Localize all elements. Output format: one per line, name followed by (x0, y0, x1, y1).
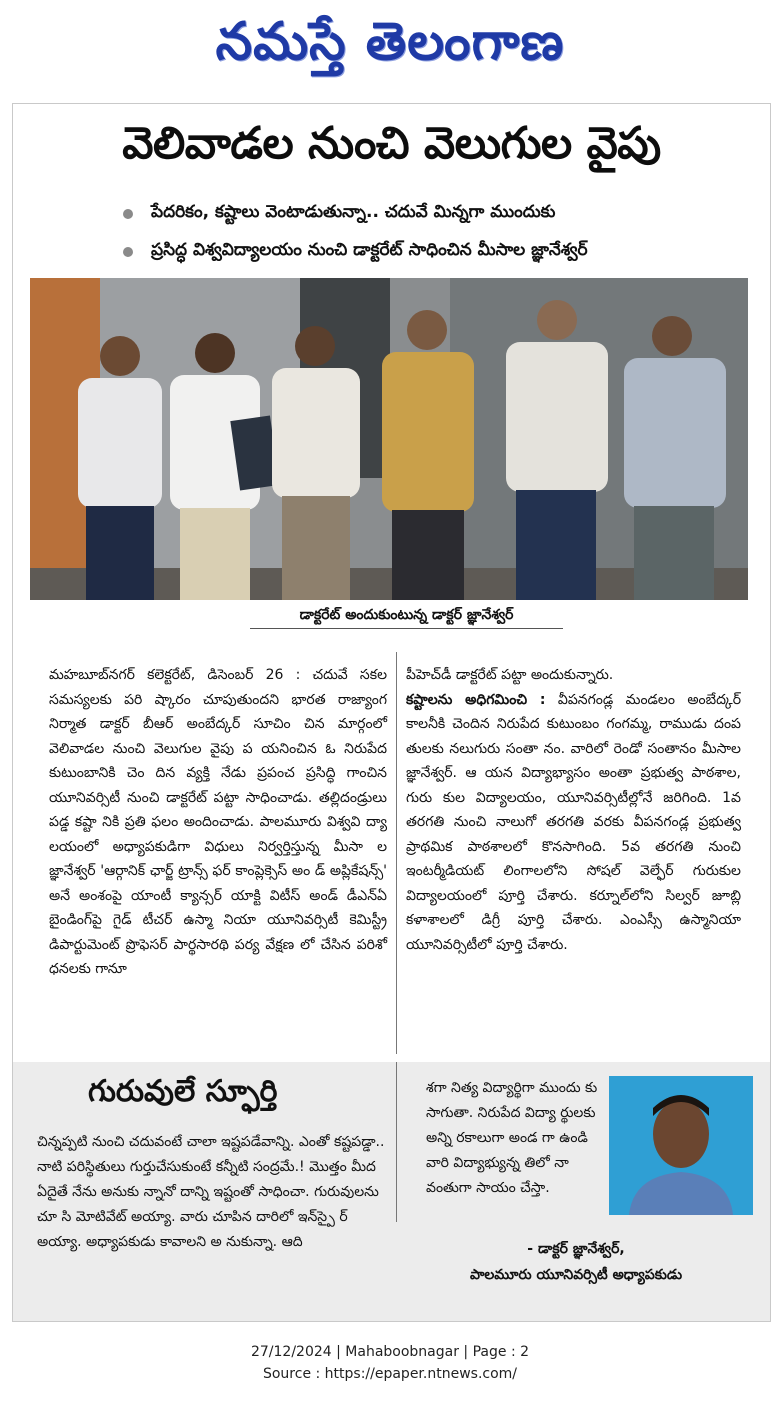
person-4 (382, 310, 474, 600)
article-column-left: మహబూబ్‌నగర్ కలెక్టరేట్, డిసెంబర్ 26 : చదువే సకల సమస్యలకు పరి ష్కారం చూపుతుందని భారత రాజ్యాంగ నిర్మాత డాక్టర్ బీఆర్ అంబేద్కర్ సూచిం చిన మార్గంలో వెలివాడల నుంచి వెలుగుల వైపు ప యనించిన ఓ నిరుపేద కుటుంబానికి చెం దిన వ్యక్తి నేడు ప్రపంచ ప్రసిద్ధి గాంచిన యూనివర్సిటీ నుంచి డాక్టరేట్ పట్టా సాధించాడు. తల్లిదండ్రులు పడ్డ కష్టా నికి ప్రతి ఫలం అందించాడు. పాలమూరు విశ్వవి ద్యా లయంలో అధ్యాపకుడిగా విధులు నిర్వర్తిస్తున్న మీసా ల జ్ఞానేశ్వర్ 'ఆర్గానిక్ ఛార్జ్ ట్రాన్స్ ఫర్ కాంప్లెక్సెస్ అం డ్ అప్లికేషన్స్' అనే అంశంపై యాంటీ క్యాన్సర్ యాక్టి విటీస్ అండ్ డీఎన్ఏ బైండింగ్‌పై గైడ్ టీచర్ ఉస్మా నియా యూనివర్సిటీ కెమిస్ట్రీ డిపార్టుమెంట్ ప్రొఫెసర్ పార్థసారథి పర్య వేక్షణ లో చేసిన పరిశో ధనలకు గానూ (49, 667, 387, 977)
column-text: వీపనగండ్ల మండలం అంబేద్కర్ కాలనీకి చెందిన నిరుపేద కుటుంబం గంగమ్మ, రాముడు దంప తులకు నలుగురు సంతా నం. వారిలో రెండో సంతానం మీసాల జ్ఞానేశ్వర్. ఆ యన విద్యాభ్యాసం అంతా ప్రభుత్వ పాఠశాల, గురు కుల విద్యాలయం, యూనివర్సిటీల్లోనే జరిగింది. 1వ తరగతి నుంచి నాలుగో తరగతి వరకు వీపనగండ్ల ప్రభుత్వ ప్రాథమిక పాఠశాలలో కొనసాగింది. 5వ తరగతి నుంచి ఇంటర్మీడియట్ లింగాలలోని సోషల్ వెల్ఫేర్ గురుకుల విద్యాలయంలో పూర్తి చేశారు. కర్నూల్‌లోని సిల్వర్ జూబ్లి కళాశాలలో డిగ్రీ పూర్తి చేశారు. ఎంఎస్సీ ఉస్మానియా యూనివర్సిటీలో పూర్తి చేశారు. (406, 691, 741, 953)
subheading-bullet (123, 202, 555, 226)
sidebar-text-left: చిన్నప్పటి నుంచి చదువంటే చాలా ఇష్టపడేవాన్ని. ఎంతో కష్టపడ్డా.. నాటి పరిస్థితులు గుర్తుచేసుకుంటే కన్నీటి సంద్రమే.! మొత్తం మీద ఏదైతే నేను అనుకు న్నానో దాన్ని ఇష్టంతో సాధించా. గురువులను చూ సి మోటివేట్ అయ్యా. వారు చూపిన దారిలో ఇన్‌స్పై ర్ అయ్యా. అధ్యాపకుడు కావాలని అ నుకున్నా. ఆది (37, 1134, 385, 1250)
photo-caption: డాక్టరేట్ అందుకుంటున్న డాక్టర్ జ్ఞానేశ్వర్ (250, 602, 563, 629)
source-footer (0, 1341, 780, 1385)
signature-title: పాలమూరు యూనివర్సిటీ అధ్యాపకుడు (469, 1267, 683, 1283)
person-5 (506, 300, 608, 600)
column-lead: పీహెచ్‌డీ డాక్టరేట్ పట్టా అందుకున్నారు. (406, 667, 614, 683)
subheading-bullet (123, 240, 588, 264)
person-6 (624, 316, 726, 600)
portrait-image (609, 1076, 753, 1215)
portrait-photo (609, 1076, 753, 1215)
article-clipping (12, 103, 771, 1322)
newspaper-name: నమస్తే తెలంగాణ (215, 11, 565, 72)
quote-sidebar (13, 1062, 770, 1321)
signature-name: - డాక్టర్ జ్ఞానేశ్వర్, (527, 1241, 625, 1257)
masthead (0, 0, 780, 96)
subheading-text: పేదరికం, కష్టాలు వెంటాడుతున్నా.. చదువే మిన్నగా ముందుకు (151, 202, 556, 222)
bullet-dot-icon (123, 247, 133, 257)
signature (426, 1236, 726, 1288)
headline: వెలివాడల నుంచి వెలుగుల వైపు (122, 118, 661, 169)
footer-source: Source : https://epaper.ntnews.com/ (262, 1366, 518, 1382)
footer-date-edition: 27/12/2024 | Mahaboobnagar | Page : 2 (250, 1344, 530, 1360)
column-body (406, 688, 741, 958)
group-photo-image (30, 278, 748, 600)
sidebar-divider (396, 1062, 397, 1222)
article-column-right (406, 663, 741, 957)
news-photo (30, 278, 748, 600)
sidebar-text-right: శగా నిత్య విద్యార్థిగా ముందు కు సాగుతా. నిరుపేద విద్యా ర్థులకు అన్ని రకాలుగా అండ గా ఉండి వారి విద్యాభ్యున్న తిలో నా వంతుగా సాయం చేస్తా. (426, 1080, 598, 1196)
subheading-text: ప్రసిద్ధ విశ్వవిద్యాలయం నుంచి డాక్టరేట్ సాధించిన మీసాల జ్ఞానేశ్వర్ (151, 240, 588, 260)
bullet-dot-icon (123, 209, 133, 219)
sidebar-title: గురువులే స్ఫూర్తి (88, 1074, 278, 1109)
column-divider (396, 652, 397, 1054)
column-subheading: కష్టాలను అధిగమించి : (406, 691, 546, 708)
